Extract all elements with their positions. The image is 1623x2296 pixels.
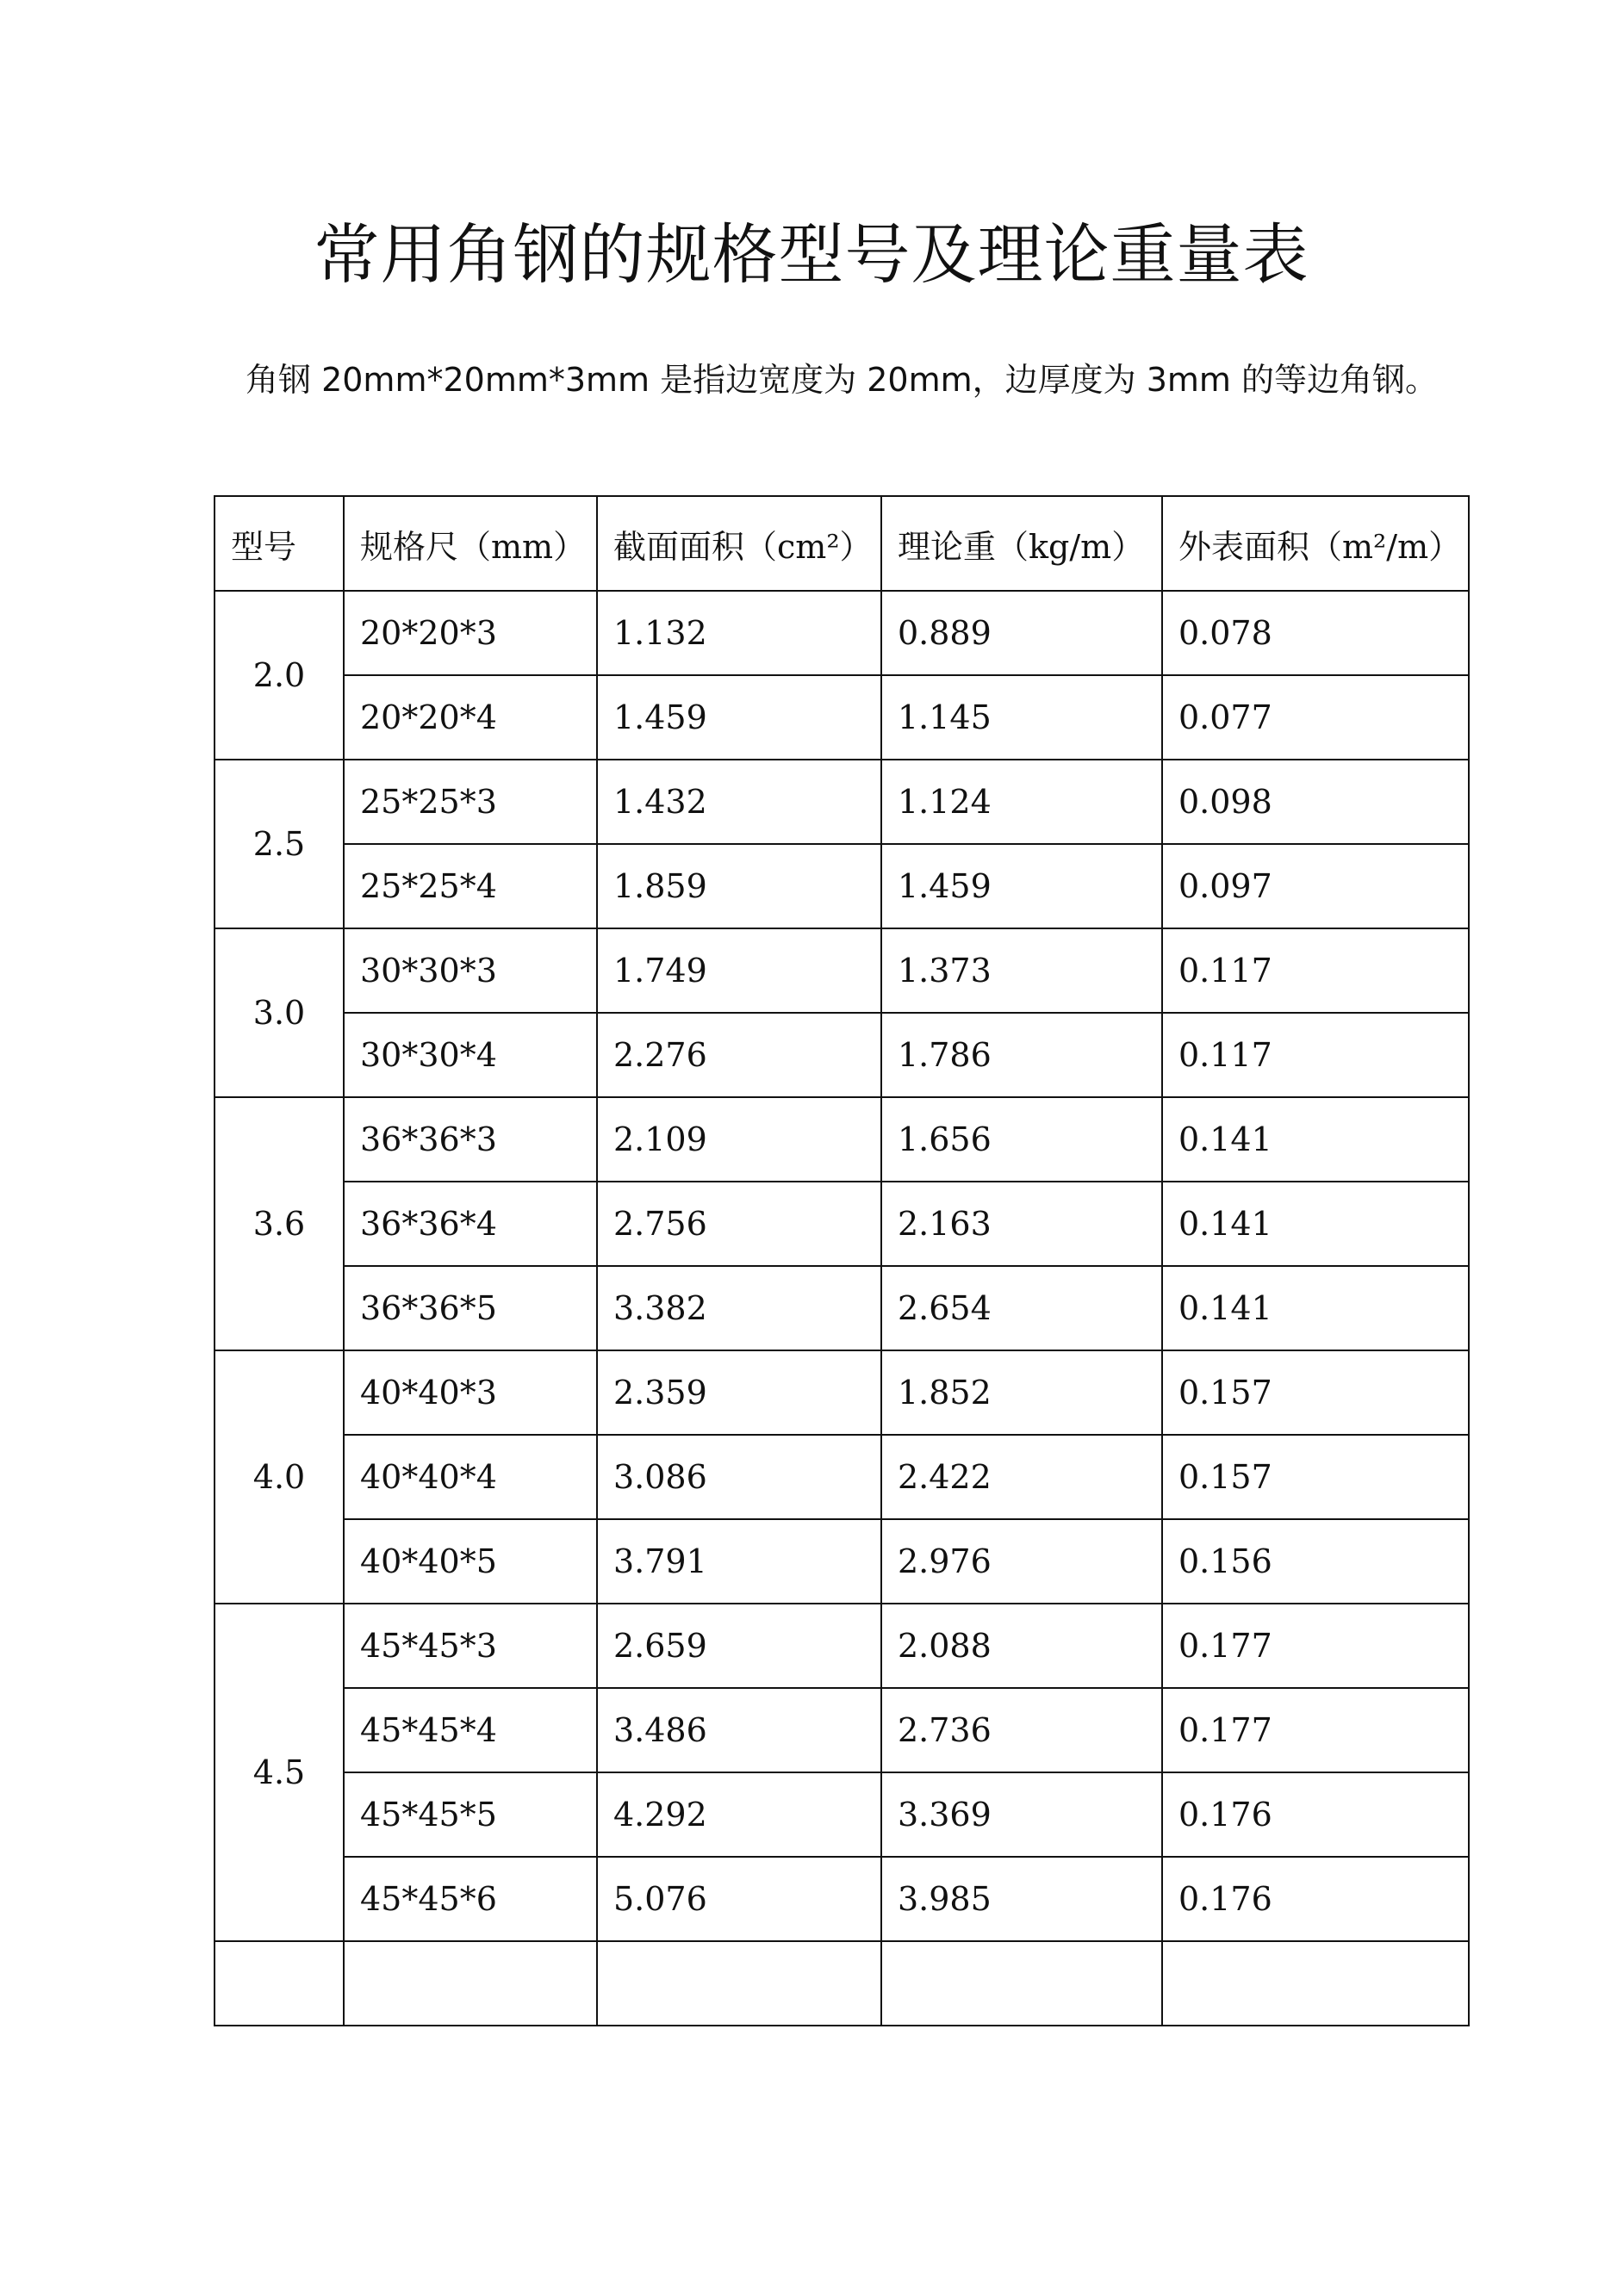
weight-cell: 3.985 — [881, 1857, 1162, 1941]
model-cell: 4.5 — [215, 1604, 344, 1941]
size-cell: 30*30*4 — [344, 1013, 597, 1097]
header-model: 型号 — [215, 496, 344, 591]
table-row — [215, 844, 1469, 928]
section-area-cell: 2.109 — [597, 1097, 881, 1182]
surface-area-cell: 0.176 — [1162, 1857, 1469, 1941]
weight-cell: 1.786 — [881, 1013, 1162, 1097]
model-cell: 3.0 — [215, 928, 344, 1097]
size-cell: 40*40*5 — [344, 1519, 597, 1604]
size-cell: 40*40*3 — [344, 1350, 597, 1435]
model-cell: 4.0 — [215, 1350, 344, 1604]
section-area-cell: 3.486 — [597, 1688, 881, 1772]
section-area-cell: 2.659 — [597, 1604, 881, 1688]
table-row — [215, 928, 1469, 1013]
section-area-cell — [597, 1941, 881, 2026]
page-title: 常用角钢的规格型号及理论重量表 — [314, 216, 1309, 293]
surface-area-cell: 0.078 — [1162, 591, 1469, 675]
surface-area-cell — [1162, 1941, 1469, 2026]
size-cell: 20*20*4 — [344, 675, 597, 760]
weight-cell: 2.736 — [881, 1688, 1162, 1772]
surface-area-cell: 0.098 — [1162, 760, 1469, 844]
header-theoretical-weight: 理论重（kg/m） — [881, 496, 1162, 591]
section-area-cell: 4.292 — [597, 1772, 881, 1857]
surface-area-cell: 0.117 — [1162, 928, 1469, 1013]
size-cell: 20*20*3 — [344, 591, 597, 675]
header-section-area: 截面面积（cm²） — [597, 496, 881, 591]
weight-cell: 1.145 — [881, 675, 1162, 760]
section-area-cell: 5.076 — [597, 1857, 881, 1941]
table-row — [215, 1772, 1469, 1857]
surface-area-cell: 0.157 — [1162, 1350, 1469, 1435]
size-cell: 36*36*4 — [344, 1182, 597, 1266]
surface-area-cell: 0.097 — [1162, 844, 1469, 928]
table-row — [215, 1013, 1469, 1097]
size-cell: 45*45*6 — [344, 1857, 597, 1941]
header-size: 规格尺（mm） — [344, 496, 597, 591]
weight-cell — [881, 1941, 1162, 2026]
table-row — [215, 1857, 1469, 1941]
weight-cell: 1.124 — [881, 760, 1162, 844]
size-cell: 45*45*3 — [344, 1604, 597, 1688]
table-row — [215, 760, 1469, 844]
table-row — [215, 1604, 1469, 1688]
surface-area-cell: 0.141 — [1162, 1182, 1469, 1266]
weight-cell: 1.373 — [881, 928, 1162, 1013]
section-area-cell: 2.756 — [597, 1182, 881, 1266]
table-row — [215, 1688, 1469, 1772]
table-row — [215, 1182, 1469, 1266]
surface-area-cell: 0.177 — [1162, 1688, 1469, 1772]
section-area-cell: 1.432 — [597, 760, 881, 844]
section-area-cell: 1.459 — [597, 675, 881, 760]
header-surface-area: 外表面积（m²/m） — [1162, 496, 1469, 591]
section-area-cell: 3.791 — [597, 1519, 881, 1604]
size-cell: 25*25*4 — [344, 844, 597, 928]
table-row — [215, 1266, 1469, 1350]
model-cell: 2.5 — [215, 760, 344, 928]
size-cell — [344, 1941, 597, 2026]
weight-cell: 2.163 — [881, 1182, 1162, 1266]
size-cell: 30*30*3 — [344, 928, 597, 1013]
angle-steel-table — [214, 495, 1470, 2026]
weight-cell: 2.422 — [881, 1435, 1162, 1519]
table-row — [215, 1519, 1469, 1604]
weight-cell: 1.656 — [881, 1097, 1162, 1182]
weight-cell: 1.459 — [881, 844, 1162, 928]
surface-area-cell: 0.177 — [1162, 1604, 1469, 1688]
table-row — [215, 675, 1469, 760]
section-area-cell: 3.086 — [597, 1435, 881, 1519]
size-cell: 25*25*3 — [344, 760, 597, 844]
surface-area-cell: 0.176 — [1162, 1772, 1469, 1857]
surface-area-cell: 0.141 — [1162, 1266, 1469, 1350]
table-row — [215, 1097, 1469, 1182]
section-area-cell: 1.749 — [597, 928, 881, 1013]
size-cell: 45*45*4 — [344, 1688, 597, 1772]
table-body — [215, 591, 1469, 2026]
size-cell: 45*45*5 — [344, 1772, 597, 1857]
model-cell — [215, 1941, 344, 2026]
surface-area-cell: 0.156 — [1162, 1519, 1469, 1604]
surface-area-cell: 0.157 — [1162, 1435, 1469, 1519]
weight-cell: 2.088 — [881, 1604, 1162, 1688]
model-cell: 3.6 — [215, 1097, 344, 1350]
table-row — [215, 591, 1469, 675]
table-row — [215, 1435, 1469, 1519]
section-area-cell: 2.276 — [597, 1013, 881, 1097]
weight-cell: 2.976 — [881, 1519, 1162, 1604]
table-row — [215, 1941, 1469, 2026]
section-area-cell: 1.132 — [597, 591, 881, 675]
model-cell: 2.0 — [215, 591, 344, 760]
size-cell: 40*40*4 — [344, 1435, 597, 1519]
surface-area-cell: 0.141 — [1162, 1097, 1469, 1182]
size-cell: 36*36*3 — [344, 1097, 597, 1182]
weight-cell: 3.369 — [881, 1772, 1162, 1857]
section-area-cell: 3.382 — [597, 1266, 881, 1350]
section-area-cell: 2.359 — [597, 1350, 881, 1435]
surface-area-cell: 0.077 — [1162, 675, 1469, 760]
table-header-row — [215, 496, 1469, 591]
weight-cell: 2.654 — [881, 1266, 1162, 1350]
size-cell: 36*36*5 — [344, 1266, 597, 1350]
intro-paragraph: 角钢 20mm*20mm*3mm 是指边宽度为 20mm，边厚度为 3mm 的等边角钢。 — [246, 361, 1438, 399]
surface-area-cell: 0.117 — [1162, 1013, 1469, 1097]
weight-cell: 0.889 — [881, 591, 1162, 675]
table-row — [215, 1350, 1469, 1435]
weight-cell: 1.852 — [881, 1350, 1162, 1435]
section-area-cell: 1.859 — [597, 844, 881, 928]
